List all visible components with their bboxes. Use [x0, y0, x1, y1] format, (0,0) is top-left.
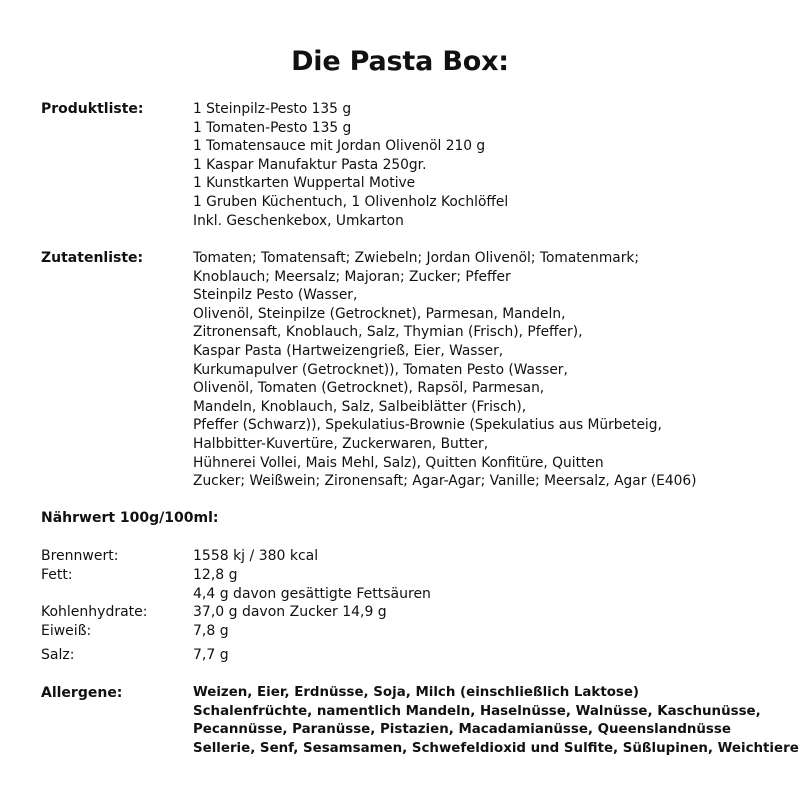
naehrwert-row — [0, 566, 800, 585]
allergene-line: Sellerie, Senf, Sesamsamen, Schwefeldioxid und Sulfite, Süßlupinen, Weichtiere — [193, 740, 799, 756]
zutatenliste-text — [193, 249, 793, 491]
naehrwert-label: Fett: — [41, 567, 73, 583]
produktliste-label: Produktliste: — [41, 101, 144, 117]
produkt-item: 1 Kaspar Manufaktur Pasta 250gr. — [193, 156, 427, 173]
naehrwert-label: Eiweiß: — [41, 623, 92, 639]
allergene-line: Schalenfrüchte, namentlich Mandeln, Haselnüsse, Walnüsse, Kaschunüsse, — [193, 703, 761, 719]
naehrwert-label: Salz: — [41, 647, 75, 663]
naehrwert-row — [0, 547, 800, 566]
produkt-item: 1 Tomatensauce mit Jordan Olivenöl 210 g — [193, 138, 486, 155]
allergene-line: Pecannüsse, Paranüsse, Pistazien, Macadamianüsse, Queenslandnüsse — [193, 722, 731, 738]
naehrwert-value: 7,8 g — [193, 623, 229, 639]
naehrwert-value: 12,8 g — [193, 567, 238, 583]
produkt-item: 1 Gruben Küchentuch, 1 Olivenholz Kochlöffel — [193, 193, 509, 210]
zutaten-line: Zitronensaft, Knoblauch, Salz, Thymian (Frisch), Pfeffer), — [193, 324, 583, 341]
naehrwert-label: Kohlenhydrate: — [41, 604, 148, 620]
naehrwert-row — [0, 585, 800, 604]
naehrwert-row — [0, 603, 800, 622]
zutaten-line: Kaspar Pasta (Hartweizengrieß, Eier, Wasser, — [193, 342, 504, 359]
zutaten-line: Zucker; Weißwein; Zironensaft; Agar-Agar; Vanille; Meersalz, Agar (E406) — [193, 473, 697, 490]
naehrwert-value: 1558 kj / 380 kcal — [193, 548, 319, 564]
zutaten-line: Olivenöl, Steinpilze (Getrocknet), Parmesan, Mandeln, — [193, 305, 566, 322]
naehrwert-row — [0, 646, 800, 665]
naehrwert-label: Brennwert: — [41, 548, 119, 564]
allergene-label: Allergene: — [41, 685, 123, 701]
page-title: Die Pasta Box: — [291, 46, 509, 77]
produktliste-items — [193, 100, 793, 230]
zutaten-line: Mandeln, Knoblauch, Salz, Salbeiblätter (Frisch), — [193, 398, 527, 415]
naehrwert-row — [0, 622, 800, 641]
produkt-item: Inkl. Geschenkebox, Umkarton — [193, 212, 404, 229]
zutaten-line: Steinpilz Pesto (Wasser, — [193, 287, 358, 304]
produkt-item: 1 Steinpilz-Pesto 135 g — [193, 101, 352, 117]
naehrwert-value: 7,7 g — [193, 647, 229, 663]
zutaten-line: Hühnerei Vollei, Mais Mehl, Salz), Quitten Konfitüre, Quitten — [193, 454, 604, 471]
zutatenliste-label: Zutatenliste: — [41, 250, 144, 266]
naehrwert-value: 37,0 g davon Zucker 14,9 g — [193, 604, 387, 620]
naehrwert-value: 4,4 g davon gesättigte Fettsäuren — [193, 586, 431, 602]
zutaten-line: Olivenöl, Tomaten (Getrocknet), Rapsöl, Parmesan, — [193, 380, 545, 397]
allergene-text — [193, 684, 799, 758]
allergene-line: Weizen, Eier, Erdnüsse, Soja, Milch (einschließlich Laktose) — [193, 685, 640, 700]
naehrwert-heading: Nährwert 100g/100ml: — [41, 510, 219, 526]
zutaten-line: Halbbitter-Kuvertüre, Zuckerwaren, Butter, — [193, 435, 489, 452]
zutaten-line: Tomaten; Tomatensaft; Zwiebeln; Jordan Olivenöl; Tomatenmark; — [193, 250, 640, 266]
produkt-item: 1 Tomaten-Pesto 135 g — [193, 119, 352, 136]
zutaten-line: Pfeffer (Schwarz)), Spekulatius-Brownie (Spekulatius aus Mürbeteig, — [193, 417, 662, 434]
produkt-item: 1 Kunstkarten Wuppertal Motive — [193, 175, 416, 192]
zutaten-line: Kurkumapulver (Getrocknet)), Tomaten Pesto (Wasser, — [193, 361, 568, 378]
zutaten-line: Knoblauch; Meersalz; Majoran; Zucker; Pfeffer — [193, 268, 511, 285]
